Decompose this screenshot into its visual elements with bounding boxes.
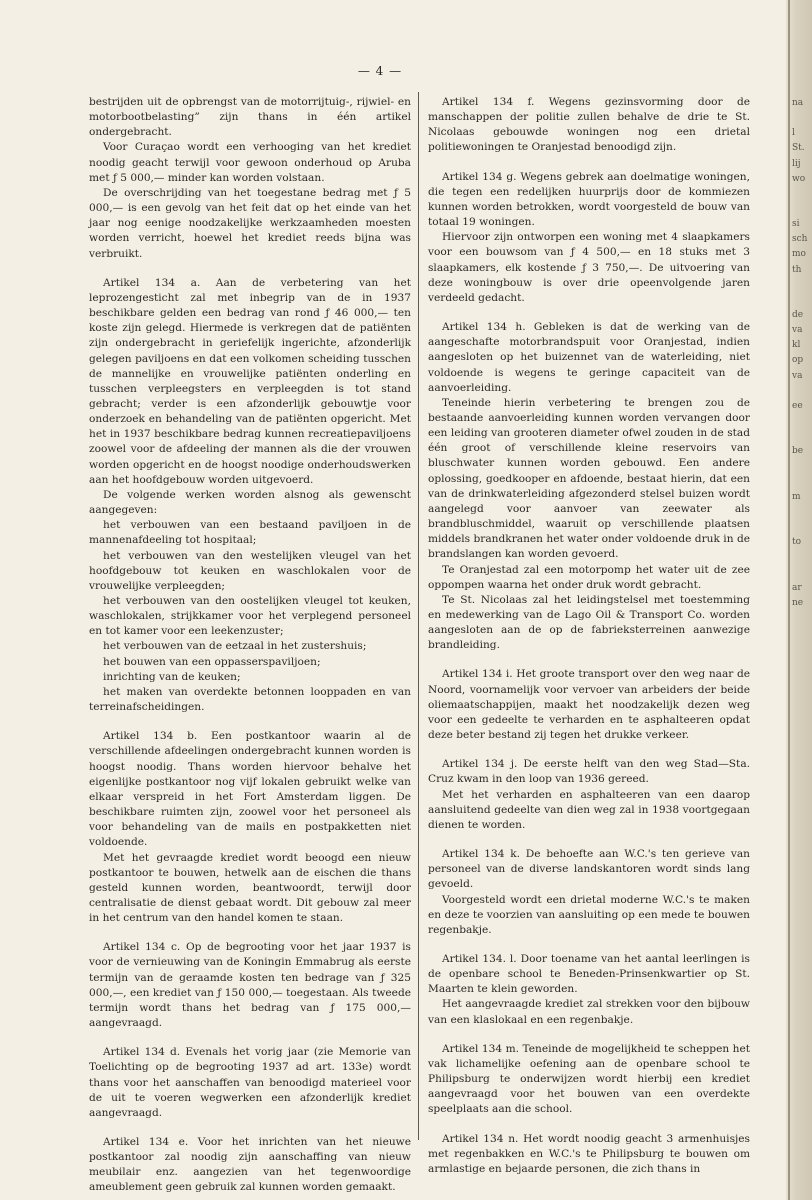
paragraph: Artikel 134 i. Het groote transport over den weg naar de Noord, voornamelijk voor vervoer van arbeiders der beide oliemaatschappijen, maakt het noodzakelijk dezen weg voor een gedeelte te verharden en te asphalteeren opdat deze beter bestand zij tegen het drukke verkeer. [428,668,750,742]
paragraph: Voor Curaçao wordt een verhooging van het krediet noodig geacht terwijl voor gewoon onderhoud op Aruba met ƒ 5 000,— minder kan worden volstaan. [89,141,411,184]
paragraph: Artikel 134 e. Voor het inrichten van het nieuwe postkantoor zal noodig zijn aanschaffing van nieuw meubilair enz. aangezien van het tegenwoordige ameublement geen gebruik zal kunnen worden gemaakt. [89,1136,411,1194]
paragraph: het verbouwen van een bestaand paviljoen in de mannenafdeeling tot hospitaal; [89,519,411,547]
margin-fragment: si [792,219,800,230]
paragraph: het maken van overdekte betonnen looppaden en van terreinafscheidingen. [89,685,411,714]
paragraph: De volgende werken worden alsnog als gewenscht aangegeven: [89,488,411,517]
margin-fragment: kl [792,340,801,351]
page-number: — 4 — [357,64,403,78]
paragraph: Artikel 134 d. Evenals het vorig jaar (zie Memorie van Toelichting op de begrooting 1937 ad art. 133e) wordt thans voor het aanschaffen van benoodigd materieel voor de uit te voeren wegwerken een afzonderlijk krediet aangevraagd. [89,1046,411,1119]
margin-fragment [792,202,812,217]
paragraph: Hiervoor zijn ontworpen een woning met 4 slaapkamers voor een bouwsom van ƒ 4 500,— en 18 stuks met 3 slaapkamers, elk kostende ƒ 3 750,—. De uitvoering van deze woningbouw is over drie opeenvolgende jaren verdeeld gedacht. [428,231,750,304]
paragraph: het bouwen van een oppasserspaviljoen; [103,655,321,668]
margin-fragment [792,475,812,490]
margin-fragment: va [792,370,803,381]
margin-fragment: va [792,325,803,336]
paragraph: het verbouwen van den westelijken vleugel van het hoofdgebouw tot keuken en waschlokalen voor de vrouwelijke verpleegden; [89,549,411,592]
paragraph: inrichting van de keuken; [103,670,241,683]
paragraph: Artikel 134 m. Teneinde de mogelijkheid te scheppen het vak lichamelijke oefening aan de openbare school te Philipsburg te onderwijzen wordt hierbij een krediet aangevraagd voor het bouwen van een overdekte speelplaats aan die school. [428,1042,750,1116]
margin-fragment: op [792,355,804,366]
paragraph: Voorgesteld wordt een drietal moderne W.C.'s te maken en deze te voorzien van aansluiting op een mede te bouwen regenbakje. [428,893,750,936]
margin-fragment [792,278,812,293]
paragraph: Artikel 134 f. Wegens gezinsvorming door de manschappen der politie zullen behalve de drie te St. Nicolaas gebouwde woningen nog een drietal politiewoningen te Oranjestad benoodigd zijn. [428,96,750,154]
margin-fragment: de [792,309,804,320]
right-column [428,95,750,1177]
paragraph: Artikel 134. l. Door toename van het aantal leerlingen is de openbare school te Beneden-Prinsenkwartier op St. Maarten te klein geworden. [428,952,750,996]
paragraph: bestrijden uit de opbrengst van de motorrijtuig-, rijwiel- en motorbootbelasting” zijn thans in één artikel ondergebracht. [89,96,411,139]
margin-fragment [792,414,812,429]
paragraph: Met het gevraagde krediet wordt beoogd een nieuw postkantoor te bouwen, hetwelk aan de eischen die thans gesteld kunnen worden, beantwoordt, terwijl door centralisatie de dienst gebaat wordt. Dit gebouw zal meer in het centrum van den handel komen te staan. [89,851,411,925]
margin-fragment: th [792,264,802,275]
margin-fragment: sch [792,234,808,245]
margin-fragment: mo [792,249,806,260]
paragraph: Artikel 134 n. Het wordt noodig geacht 3 armenhuisjes met regenbakken en W.C.'s te Philipsburg te bouwen om armlastige en bejaarde personen, die zich thans in [428,1132,750,1175]
left-column [89,95,411,1196]
margin-fragment [792,384,812,399]
margin-fragment [792,459,812,474]
margin-fragment [792,429,812,444]
margin-fragment [792,505,812,520]
paragraph: Artikel 134 k. De behoefte aan W.C.'s ten gerieve van personeel van de diverse landskantoren wordt sinds lang gevoeld. [428,848,750,891]
margin-fragment: wo [792,173,806,184]
paragraph: Artikel 134 g. Wegens gebrek aan doelmatige woningen, die tegen een redelijken huurprijs door de kommiezen kunnen worden betrokken, wordt voorgesteld de bouw van totaal 19 woningen. [428,170,750,229]
paragraph: Te Oranjestad zal een motorpomp het water uit de zee oppompen waarna het onder druk wordt gebracht. [428,563,750,591]
paragraph: Met het verharden en asphalteeren van een daarop aansluitend gedeelte van dien weg zal in 1938 voortgegaan dienen te worden. [428,788,750,831]
paragraph: het verbouwen van de eetzaal in het zustershuis; [103,640,367,653]
margin-fragment [792,111,812,126]
adjacent-page-text [792,96,812,611]
margin-fragment: ar [792,582,802,593]
margin-fragment: lij [792,158,801,169]
paragraph: Artikel 134 b. Een postkantoor waarin al de verschillende afdeelingen ondergebracht kunnen worden is hoogst noodig. Thans worden hiervoor behalve het eigenlijke postkantoor nog vijf lokalen gebruikt welke van elkaar verspreid in het Fort Amsterdam liggen. De beschikbare ruimten zijn, zoowel voor het personeel als voor behandeling van de mails en postpakketten niet voldoende. [89,730,411,849]
margin-fragment [792,187,812,202]
paragraph: Teneinde hierin verbetering te brengen zou de bestaande aanvoerleiding kunnen worden vervangen door een leiding van grooteren diameter ofwel zouden in de stad één groot of verschillende kleine reservoirs van bluschwater kunnen worden gebouwd. Een andere oplossing, goedkooper en afdoende, bestaat hierin, dat een van de drinkwaterleiding afgezonderd stelsel buizen wordt aangelegd voor aanvoer van zeewater als brandbluschmiddel, waaruit op verschillende plaatsen middels brandkranen het water onder voldoende druk in de brandslangen kan worden gevoerd. [428,396,750,561]
margin-fragment: St. [792,143,805,154]
paragraph: Artikel 134 c. Op de begrooting voor het jaar 1937 is voor de vernieuwing van de Koningin Emmabrug als eerste termijn van de geraamde kosten ten bedrage van ƒ 325 000,—, een krediet van ƒ 150 000,— toegestaan. Als tweede termijn wordt thans het bedrag van ƒ 175 000,— aangevraagd. [89,941,411,1030]
margin-fragment [792,293,812,308]
paragraph: het verbouwen van den oostelijken vleugel tot keuken, waschlokalen, strijkkamer voor het verplegend personeel en tot kamer voor een leekenzuster; [89,595,411,638]
margin-fragment: m [792,491,801,502]
margin-fragment [792,565,812,580]
paragraph: Artikel 134 h. Gebleken is dat de werking van de aangeschafte motorbrandspuit voor Oranjestad, indien aangesloten op het buizennet van de waterleiding, niet voldoende is wegens te geringe capaciteit van de aanvoerleiding. [428,321,750,394]
margin-fragment: l [792,128,795,139]
margin-fragment: to [792,537,802,548]
margin-fragment: be [792,446,804,457]
paragraph: Het aangevraagde krediet zal strekken voor den bijbouw van een klaslokaal en een regenbakje. [428,998,750,1026]
column-divider [418,92,419,1140]
margin-fragment: ne [792,597,804,608]
margin-fragment [792,550,812,565]
margin-fragment: ee [792,400,803,411]
paragraph: Artikel 134 a. Aan de verbetering van het leprozengesticht zal met inbegrip van de in 1937 beschikbare gelden een bedrag van rond ƒ 46 000,— ten koste zijn gelegd. Hiermede is verkregen dat de patiënten zijn ondergebracht in geriefelijk ingerichte, afzonderlijk gelegen paviljoens en dat een volkomen scheiding tusschen de mannelijke en vrouwelijke patiënten onderling en tusschen verpleegsters en verpleegden is tot stand gebracht; verder is een afzonderlijk gebouwtje voor onderzoek en behandeling van de patiënten opgericht. Met het in 1937 beschikbare bedrag kunnen recreatiepaviljoens zoowel voor de afdeeling der mannen als die der vrouwen worden opgericht en de hoogst noodige onderhoudswerken aan het hoofdgebouw worden uitgevoerd. [89,276,411,486]
margin-fragment [792,520,812,535]
paragraph: Te St. Nicolaas zal het leidingstelsel met toestemming en medewerking van de Lago Oil & Transport Co. worden aangesloten aan de op de fabrieksterreinen aanwezige brandleiding. [428,593,750,652]
paragraph: Artikel 134 j. De eerste helft van den weg Stad—Sta. Cruz kwam in den loop van 1936 gereed. [428,758,750,786]
margin-fragment: na [792,98,804,108]
binding-line [788,0,790,1200]
paragraph: De overschrijding van het toegestane bedrag met ƒ 5 000,— is een gevolg van het feit dat op het einde van het jaar nog eenige noodzakelijke werkzaamheden moesten worden verricht, hoewel het krediet reeds bijna was verbruikt. [89,186,411,260]
